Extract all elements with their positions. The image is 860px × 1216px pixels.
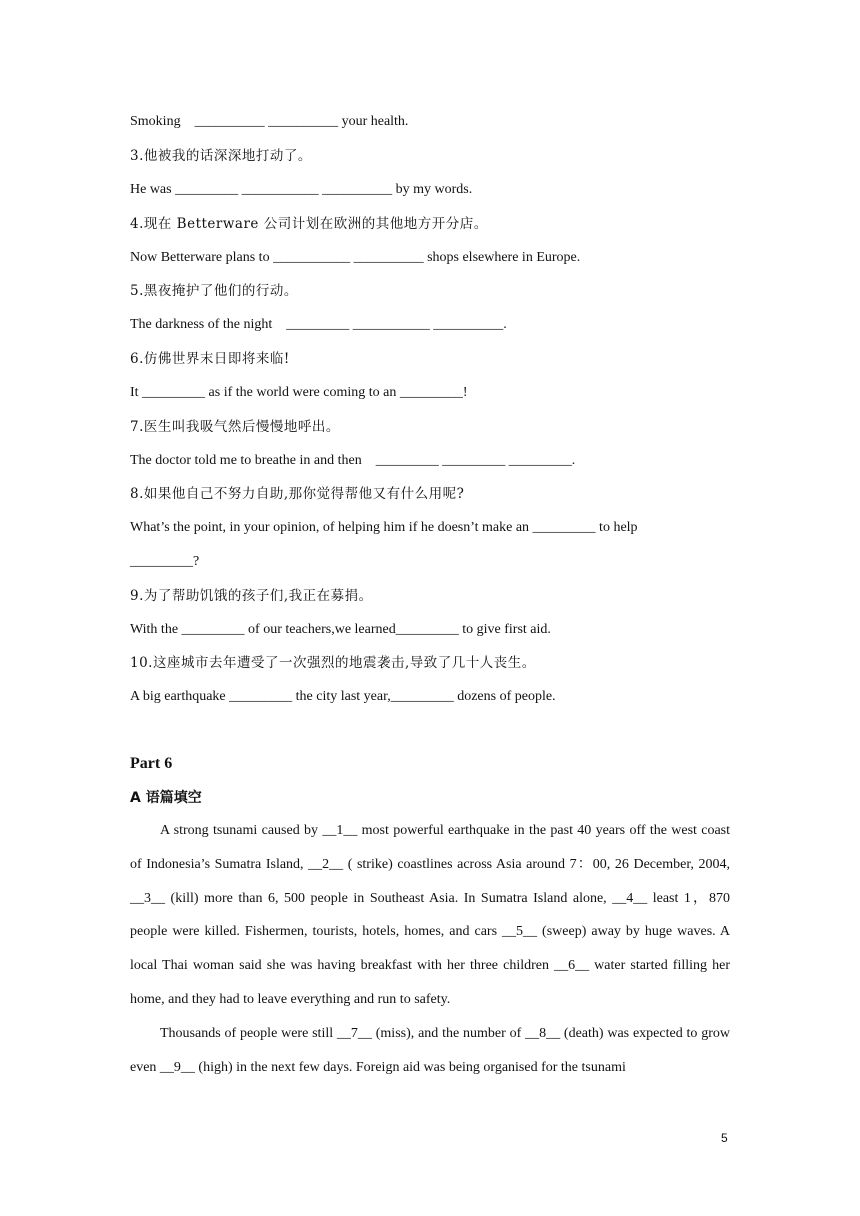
exercise-line-answer: _________? bbox=[130, 554, 200, 569]
exercise-line-answer: He was _________ ___________ __________ by my words. bbox=[130, 182, 473, 197]
passage bbox=[130, 814, 730, 1084]
exercise-prompt-8: 8.如果他自己不努力自助,那你觉得帮他又有什么用呢? bbox=[130, 486, 465, 502]
exercise-prompt-3: 3.他被我的话深深地打动了。 bbox=[130, 148, 312, 164]
exercise-line-answer: What’s the point, in your opinion, of helping him if he doesn’t make an _________ to help bbox=[130, 520, 638, 535]
exercise-prompt-6: 6.仿佛世界末日即将来临! bbox=[130, 351, 290, 367]
exercise-prompt-5: 5.黑夜掩护了他们的行动。 bbox=[130, 283, 298, 299]
exercise-line-answer: A big earthquake _________ the city last year,_________ dozens of people. bbox=[130, 689, 556, 704]
passage-paragraph: A strong tsunami caused by __1__ most powerful earthquake in the past 40 years off the west coast of Indonesia’s Sumatra Island, __2__ ( strike) coastlines across Asia around 7：00, 26 December, 2004, __3__ (kill) more than 6, 500 people in Southeast Asia. In Sumatra Island alone, __4__ least 1，870 people were killed. Fishermen, tourists, hotels, homes, and cars __5__ (sweep) away by huge waves. A local Thai woman said she was having breakfast with her three children __6__ water started filling her home, and they had to leave everything and run to safety. bbox=[130, 823, 730, 1007]
exercise-line-answer: The doctor told me to breathe in and then _________ _________ _________. bbox=[130, 453, 576, 468]
exercise-line-answer: Smoking __________ __________ your health. bbox=[130, 114, 409, 129]
part-heading: Part 6 bbox=[130, 755, 173, 772]
exercise-prompt-7: 7.医生叫我吸气然后慢慢地呼出。 bbox=[130, 419, 340, 435]
exercise-line-answer: The darkness of the night _________ ___________ __________. bbox=[130, 317, 507, 332]
page-number: 5 bbox=[721, 1131, 728, 1145]
exercise-line-answer: It _________ as if the world were coming to an _________! bbox=[130, 385, 468, 400]
section-heading: A 语篇填空 bbox=[130, 790, 202, 806]
exercise-prompt-10: 10.这座城市去年遭受了一次强烈的地震袭击,导致了几十人丧生。 bbox=[130, 655, 536, 671]
exercise-prompt-9: 9.为了帮助饥饿的孩子们,我正在募捐。 bbox=[130, 588, 373, 604]
exercise-line-answer: Now Betterware plans to ___________ __________ shops elsewhere in Europe. bbox=[130, 250, 581, 265]
exercise-prompt-4: 4.现在 Betterware 公司计划在欧洲的其他地方开分店。 bbox=[130, 216, 488, 232]
exercise-line-answer: With the _________ of our teachers,we learned_________ to give first aid. bbox=[130, 622, 551, 637]
passage-paragraph: Thousands of people were still __7__ (miss), and the number of __8__ (death) was expected to grow even __9__ (high) in the next few days. Foreign aid was being organised for the tsunami bbox=[130, 1025, 730, 1075]
